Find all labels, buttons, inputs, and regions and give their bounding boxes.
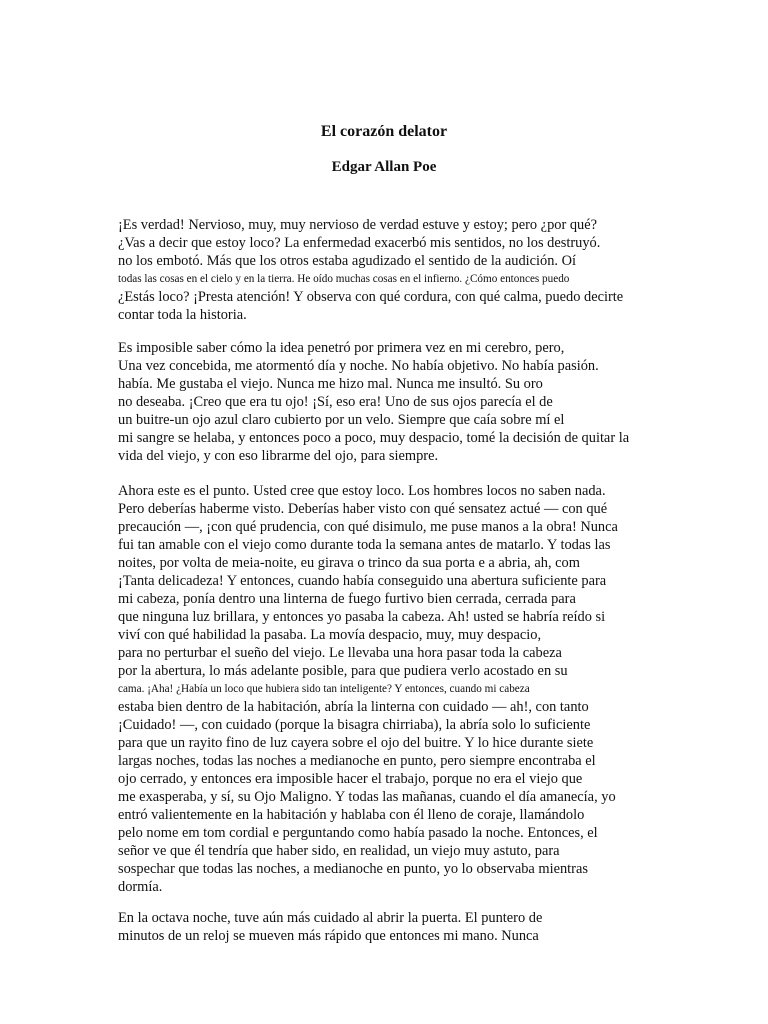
- text-line: que ninguna luz brillara, y entonces yo pasaba la cabeza. Ah! usted se habría reído si: [118, 609, 606, 625]
- paragraph-4: [118, 909, 648, 945]
- text-line: entró valientemente en la habitación y hablaba con él lleno de coraje, llamándolo: [118, 807, 585, 823]
- text-line: ¡Tanta delicadeza! Y entonces, cuando había conseguido una abertura suficiente para: [118, 573, 607, 589]
- text-line: estaba bien dentro de la habitación, abría la linterna con cuidado — ah!, con tanto: [118, 699, 589, 715]
- text-line: fui tan amable con el viejo como durante toda la semana antes de matarlo. Y todas las: [118, 537, 611, 553]
- text-line: ¡Es verdad! Nervioso, muy, muy nervioso de verdad estuve y estoy; pero ¿por qué?: [118, 217, 598, 233]
- text-line: viví con qué habilidad la pasaba. La movía despacio, muy, muy despacio,: [118, 627, 542, 643]
- text-line: todas las cosas en el cielo y en la tierra. He oído muchas cosas en el infierno. ¿Cómo entonces puedo: [118, 273, 570, 285]
- text-line: dormía.: [118, 879, 163, 895]
- text-line: cama. ¡Aha! ¿Había un loco que hubiera sido tan inteligente? Y entonces, cuando mi cabeza: [118, 683, 530, 695]
- text-line: contar toda la historia.: [118, 307, 247, 323]
- text-line: mi sangre se helaba, y entonces poco a poco, muy despacio, tomé la decisión de quitar la: [118, 430, 630, 446]
- text-line: ¿Vas a decir que estoy loco? La enfermedad exacerbó mis sentidos, no los destruyó.: [118, 235, 601, 251]
- text-line: Una vez concebida, me atormentó día y noche. No había objetivo. No había pasión.: [118, 358, 599, 374]
- text-line: no deseaba. ¡Creo que era tu ojo! ¡Sí, eso era! Uno de sus ojos parecía el de: [118, 394, 553, 410]
- text-line: había. Me gustaba el viejo. Nunca me hizo mal. Nunca me insultó. Su oro: [118, 376, 543, 392]
- paragraph-2: [118, 339, 648, 465]
- text-line: Pero deberías haberme visto. Deberías haber visto con qué sensatez actué — con qué: [118, 501, 608, 517]
- text-line: sospechar que todas las noches, a medianoche en punto, yo lo observaba mientras: [118, 861, 588, 877]
- text-line: Ahora este es el punto. Usted cree que estoy loco. Los hombres locos no saben nada.: [118, 483, 606, 499]
- text-line: pelo nome em tom cordial e perguntando como había pasado la noche. Entonces, el: [118, 825, 598, 841]
- text-line: ¡Cuidado! —, con cuidado (porque la bisagra chirriaba), la abría solo lo suficiente: [118, 717, 591, 733]
- text-line: Es imposible saber cómo la idea penetró por primera vez en mi cerebro, pero,: [118, 340, 565, 356]
- text-line: minutos de un reloj se mueven más rápido que entonces mi mano. Nunca: [118, 928, 539, 944]
- text-line: En la octava noche, tuve aún más cuidado al abrir la puerta. El puntero de: [118, 910, 543, 926]
- text-line: noites, por volta de meia-noite, eu girava o trinco da sua porta e a abria, ah, com: [118, 555, 580, 571]
- text-line: mi cabeza, ponía dentro una linterna de fuego furtivo bien cerrada, cerrada para: [118, 591, 576, 607]
- text-line: me exasperaba, y sí, su Ojo Maligno. Y todas las mañanas, cuando el día amanecía, yo: [118, 789, 616, 805]
- text-line: ojo cerrado, y entonces era imposible hacer el trabajo, porque no era el viejo que: [118, 771, 583, 787]
- text-line: no los embotó. Más que los otros estaba agudizado el sentido de la audición. Oí: [118, 253, 577, 269]
- text-line: para que un rayito fino de luz cayera sobre el ojo del buitre. Y lo hice durante siete: [118, 735, 594, 751]
- text-line: señor ve que él tendría que haber sido, en realidad, un viejo muy astuto, para: [118, 843, 560, 859]
- paragraph-1: [118, 216, 648, 324]
- text-line: largas noches, todas las noches a medianoche en punto, pero siempre encontraba el: [118, 753, 596, 769]
- document-author: Edgar Allan Poe: [331, 159, 437, 175]
- text-line: precaución —, ¡con qué prudencia, con qué disimulo, me puse manos a la obra! Nunca: [118, 519, 618, 535]
- text-line: un buitre-un ojo azul claro cubierto por un velo. Siempre que caía sobre mí el: [118, 412, 565, 428]
- text-line: por la abertura, lo más adelante posible, para que pudiera verlo acostado en su: [118, 663, 568, 679]
- text-line: para no perturbar el sueño del viejo. Le llevaba una hora pasar toda la cabeza: [118, 645, 562, 661]
- document-title: El corazón delator: [320, 123, 448, 140]
- paragraph-3: [118, 482, 648, 896]
- text-line: ¿Estás loco? ¡Presta atención! Y observa con qué cordura, con qué calma, puedo decirte: [118, 289, 624, 305]
- text-line: vida del viejo, y con eso librarme del ojo, para siempre.: [118, 448, 439, 464]
